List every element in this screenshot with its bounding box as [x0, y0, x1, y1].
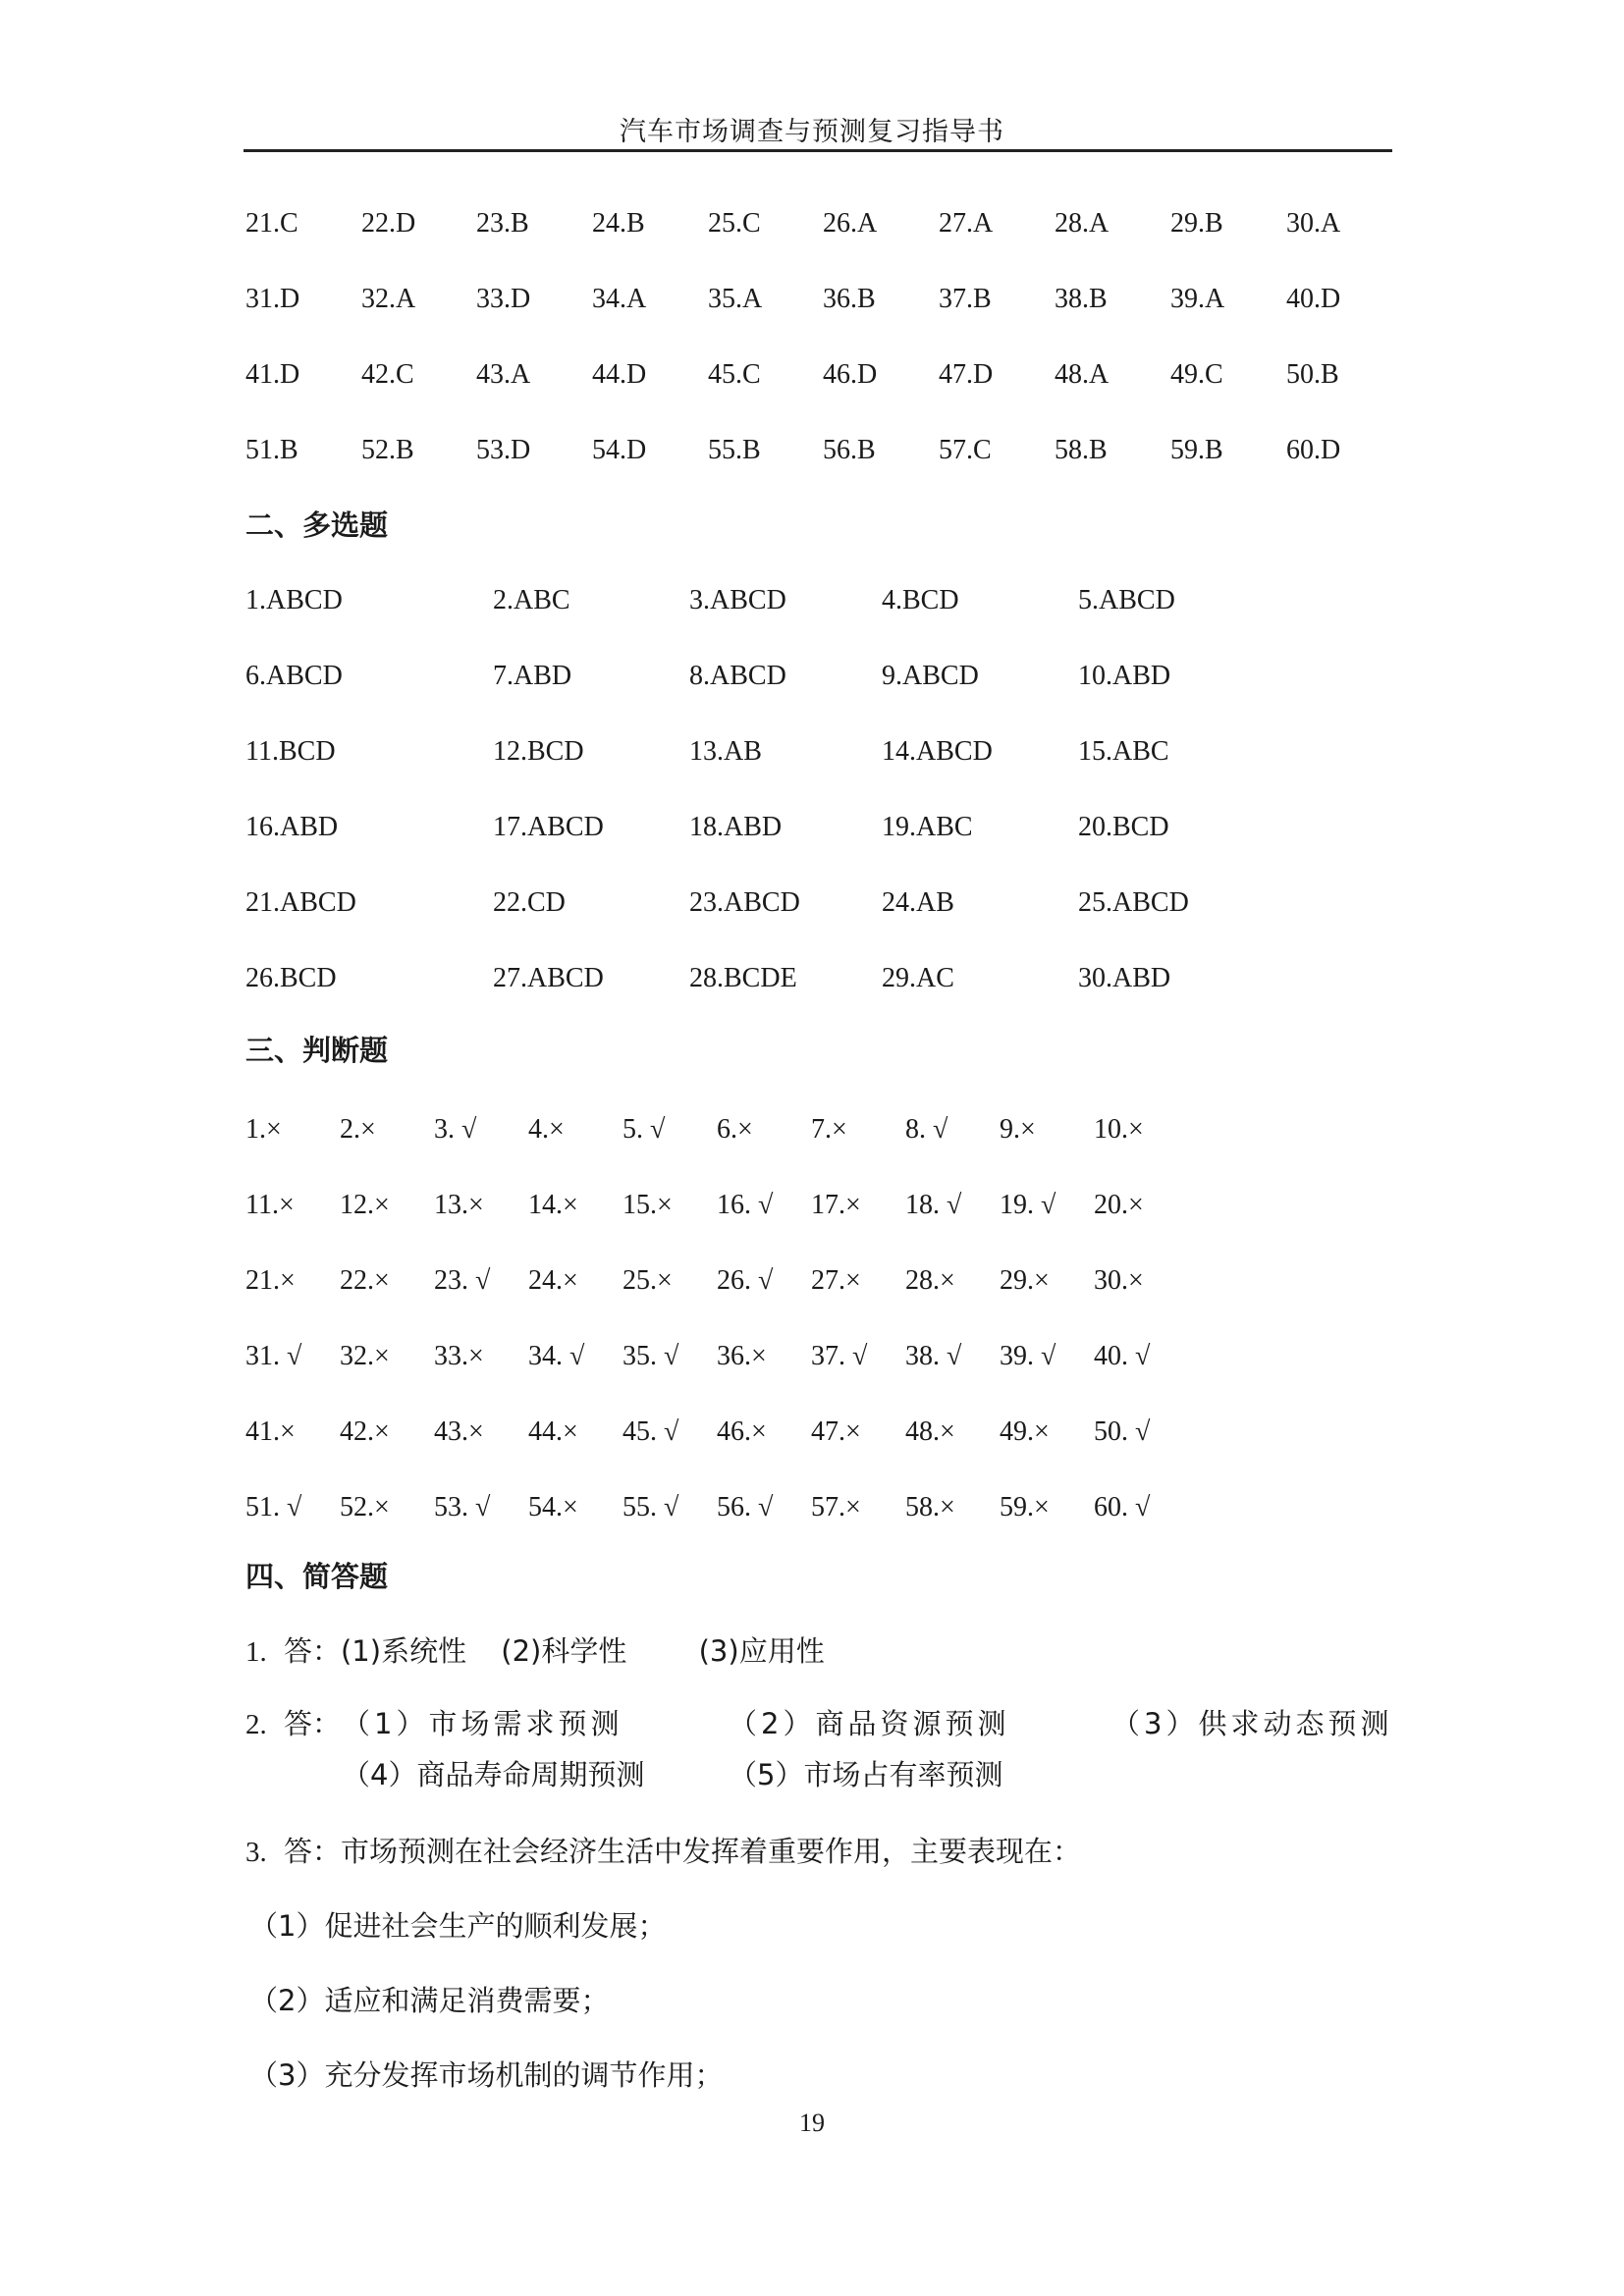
answer-cell: 21.ABCD	[245, 887, 356, 918]
answer-cell: 39.A	[1170, 284, 1225, 314]
q3-point: （3）充分发挥市场机制的调节作用；	[249, 2058, 724, 2092]
q3-point: （2）适应和满足消费需要；	[249, 1984, 610, 2017]
answer-cell: 45.C	[708, 359, 761, 390]
q1-item: (2)科学性	[501, 1634, 627, 1668]
answer-cell: 42.C	[361, 359, 414, 390]
answer-cell: 4.×	[528, 1114, 565, 1145]
answer-cell: 5.ABCD	[1078, 585, 1175, 615]
answer-cell: 32.A	[361, 284, 416, 314]
answer-cell: 2.×	[340, 1114, 376, 1145]
answer-cell: 35.A	[708, 284, 763, 314]
answer-cell: 36.B	[823, 284, 876, 314]
q3-number: 3.	[245, 1837, 267, 1868]
answer-cell: 41.D	[245, 359, 300, 390]
answer-cell: 23.ABCD	[689, 887, 800, 918]
answer-cell: 27.ABCD	[493, 963, 604, 993]
answer-cell: 58.×	[905, 1492, 955, 1522]
answer-cell: 19. √	[1000, 1190, 1056, 1220]
answer-cell: 27.A	[939, 208, 994, 239]
answer-cell: 55.B	[708, 435, 761, 465]
answer-cell: 11.×	[245, 1190, 295, 1220]
answer-cell: 32.×	[340, 1341, 390, 1371]
answer-cell: 36.×	[717, 1341, 767, 1371]
answer-cell: 56. √	[717, 1492, 774, 1522]
answer-cell: 4.BCD	[882, 585, 959, 615]
multi-choice-heading: 二、多选题	[245, 508, 389, 542]
answer-cell: 26.A	[823, 208, 878, 239]
answer-cell: 34.A	[592, 284, 647, 314]
answer-cell: 25.×	[623, 1265, 673, 1296]
q1-item: (3)应用性	[698, 1634, 825, 1668]
answer-cell: 42.×	[340, 1416, 390, 1447]
answer-cell: 1.×	[245, 1114, 282, 1145]
answer-cell: 21.×	[245, 1265, 296, 1296]
answer-cell: 37.B	[939, 284, 992, 314]
answer-cell: 39. √	[1000, 1341, 1056, 1371]
short-answer-q3	[245, 1832, 1081, 1872]
answer-cell: 23. √	[434, 1265, 491, 1296]
answer-cell: 38. √	[905, 1341, 962, 1371]
answer-cell: 27.×	[811, 1265, 861, 1296]
answer-cell: 15.×	[623, 1190, 673, 1220]
answer-cell: 6.×	[717, 1114, 753, 1145]
answer-cell: 31. √	[245, 1341, 302, 1371]
answer-cell: 20.BCD	[1078, 812, 1169, 842]
q1-item: (1)系统性	[340, 1634, 467, 1668]
answer-cell: 16. √	[717, 1190, 774, 1220]
answer-cell: 28.A	[1055, 208, 1110, 239]
answer-cell: 24.×	[528, 1265, 578, 1296]
answer-cell: 60. √	[1094, 1492, 1151, 1522]
true-false-heading: 三、判断题	[245, 1034, 389, 1067]
q2-item: （3）供求动态预测	[1111, 1707, 1393, 1740]
answer-cell: 51. √	[245, 1492, 302, 1522]
answer-cell: 30.ABD	[1078, 963, 1171, 993]
answer-cell: 3.ABCD	[689, 585, 786, 615]
answer-cell: 59.B	[1170, 435, 1223, 465]
answer-cell: 59.×	[1000, 1492, 1050, 1522]
answer-cell: 58.B	[1055, 435, 1108, 465]
answer-cell: 31.D	[245, 284, 300, 314]
q2-item: （4）商品寿命周期预测	[342, 1758, 645, 1791]
answer-cell: 26. √	[717, 1265, 774, 1296]
page-number: 19	[799, 2109, 825, 2137]
answer-cell: 28.BCDE	[689, 963, 797, 993]
q1-number: 1.	[245, 1636, 267, 1668]
answer-cell: 43.×	[434, 1416, 484, 1447]
answer-cell: 53. √	[434, 1492, 491, 1522]
short-answer-q1	[245, 1631, 825, 1672]
answer-cell: 21.C	[245, 208, 298, 239]
answer-cell: 14.×	[528, 1190, 578, 1220]
answer-cell: 8.ABCD	[689, 661, 786, 691]
answer-cell: 54.×	[528, 1492, 578, 1522]
q2-number: 2.	[245, 1709, 267, 1740]
answer-cell: 33.D	[476, 284, 531, 314]
answer-cell: 22.D	[361, 208, 416, 239]
answer-cell: 19.ABC	[882, 812, 973, 842]
answer-cell: 52.B	[361, 435, 414, 465]
answer-cell: 41.×	[245, 1416, 296, 1447]
answer-cell: 43.A	[476, 359, 531, 390]
q2-item: （5）市场占有率预测	[729, 1758, 1003, 1791]
answer-cell: 17.ABCD	[493, 812, 604, 842]
answer-cell: 47.×	[811, 1416, 861, 1447]
answer-cell: 49.×	[1000, 1416, 1050, 1447]
answer-cell: 56.B	[823, 435, 876, 465]
answer-cell: 18.ABD	[689, 812, 783, 842]
answer-cell: 48.×	[905, 1416, 955, 1447]
answer-cell: 14.ABCD	[882, 736, 993, 767]
q3-point: （1）促进社会生产的顺利发展；	[249, 1909, 667, 1943]
answer-cell: 50. √	[1094, 1416, 1151, 1447]
answer-cell: 44.D	[592, 359, 647, 390]
answer-cell: 46.×	[717, 1416, 767, 1447]
answer-cell: 57.×	[811, 1492, 861, 1522]
answer-cell: 28.×	[905, 1265, 955, 1296]
answer-cell: 22.×	[340, 1265, 390, 1296]
answer-cell: 11.BCD	[245, 736, 336, 767]
answer-cell: 10.ABD	[1078, 661, 1171, 691]
answer-cell: 48.A	[1055, 359, 1110, 390]
answer-cell: 55. √	[623, 1492, 679, 1522]
answer-cell: 46.D	[823, 359, 878, 390]
answer-cell: 23.B	[476, 208, 529, 239]
answer-cell: 57.C	[939, 435, 992, 465]
answer-cell: 12.BCD	[493, 736, 584, 767]
answer-cell: 25.C	[708, 208, 761, 239]
answer-cell: 30.A	[1286, 208, 1341, 239]
answer-cell: 9.×	[1000, 1114, 1036, 1145]
answer-cell: 13.AB	[689, 736, 762, 767]
answer-cell: 40. √	[1094, 1341, 1151, 1371]
answer-cell: 16.ABD	[245, 812, 339, 842]
q3-text: 答：市场预测在社会经济生活中发挥着重要作用，主要表现在：	[283, 1835, 1081, 1868]
answer-cell: 13.×	[434, 1190, 484, 1220]
answer-cell: 20.×	[1094, 1190, 1144, 1220]
answer-cell: 50.B	[1286, 359, 1339, 390]
short-answer-heading: 四、简答题	[245, 1560, 389, 1593]
answer-cell: 53.D	[476, 435, 531, 465]
answer-cell: 33.×	[434, 1341, 484, 1371]
answer-cell: 40.D	[1286, 284, 1341, 314]
answer-cell: 24.AB	[882, 887, 954, 918]
answer-cell: 12.×	[340, 1190, 390, 1220]
answer-cell: 1.ABCD	[245, 585, 343, 615]
answer-cell: 22.CD	[493, 887, 566, 918]
answer-cell: 8. √	[905, 1114, 948, 1145]
answer-cell: 45. √	[623, 1416, 679, 1447]
answer-cell: 26.BCD	[245, 963, 337, 993]
answer-cell: 5. √	[623, 1114, 666, 1145]
answer-cell: 60.D	[1286, 435, 1341, 465]
answer-cell: 52.×	[340, 1492, 390, 1522]
answer-cell: 47.D	[939, 359, 994, 390]
answer-cell: 38.B	[1055, 284, 1108, 314]
answer-cell: 9.ABCD	[882, 661, 979, 691]
answer-cell: 34. √	[528, 1341, 585, 1371]
answer-cell: 15.ABC	[1078, 736, 1169, 767]
answer-cell: 17.×	[811, 1190, 861, 1220]
answer-cell: 37. √	[811, 1341, 868, 1371]
q2-item: （2）商品资源预测	[729, 1707, 1010, 1740]
q2-prefix: 答：	[283, 1707, 341, 1740]
q2-item: （1）市场需求预测	[342, 1707, 623, 1740]
short-answer-q2-line1	[245, 1704, 341, 1744]
answer-cell: 44.×	[528, 1416, 578, 1447]
answer-cell: 35. √	[623, 1341, 679, 1371]
header-rule	[244, 149, 1392, 152]
answer-cell: 49.C	[1170, 359, 1223, 390]
q1-prefix: 答：	[283, 1634, 341, 1668]
page-header-title: 汽车市场调查与预测复习指导书	[620, 117, 1004, 146]
answer-cell: 30.×	[1094, 1265, 1144, 1296]
answer-cell: 29.B	[1170, 208, 1223, 239]
answer-cell: 10.×	[1094, 1114, 1144, 1145]
answer-cell: 3. √	[434, 1114, 477, 1145]
answer-cell: 6.ABCD	[245, 661, 343, 691]
answer-cell: 54.D	[592, 435, 647, 465]
answer-cell: 51.B	[245, 435, 298, 465]
answer-cell: 29.×	[1000, 1265, 1050, 1296]
answer-cell: 29.AC	[882, 963, 954, 993]
answer-cell: 18. √	[905, 1190, 962, 1220]
answer-cell: 7.ABD	[493, 661, 572, 691]
answer-cell: 2.ABC	[493, 585, 570, 615]
answer-cell: 25.ABCD	[1078, 887, 1189, 918]
answer-cell: 7.×	[811, 1114, 847, 1145]
answer-cell: 24.B	[592, 208, 645, 239]
